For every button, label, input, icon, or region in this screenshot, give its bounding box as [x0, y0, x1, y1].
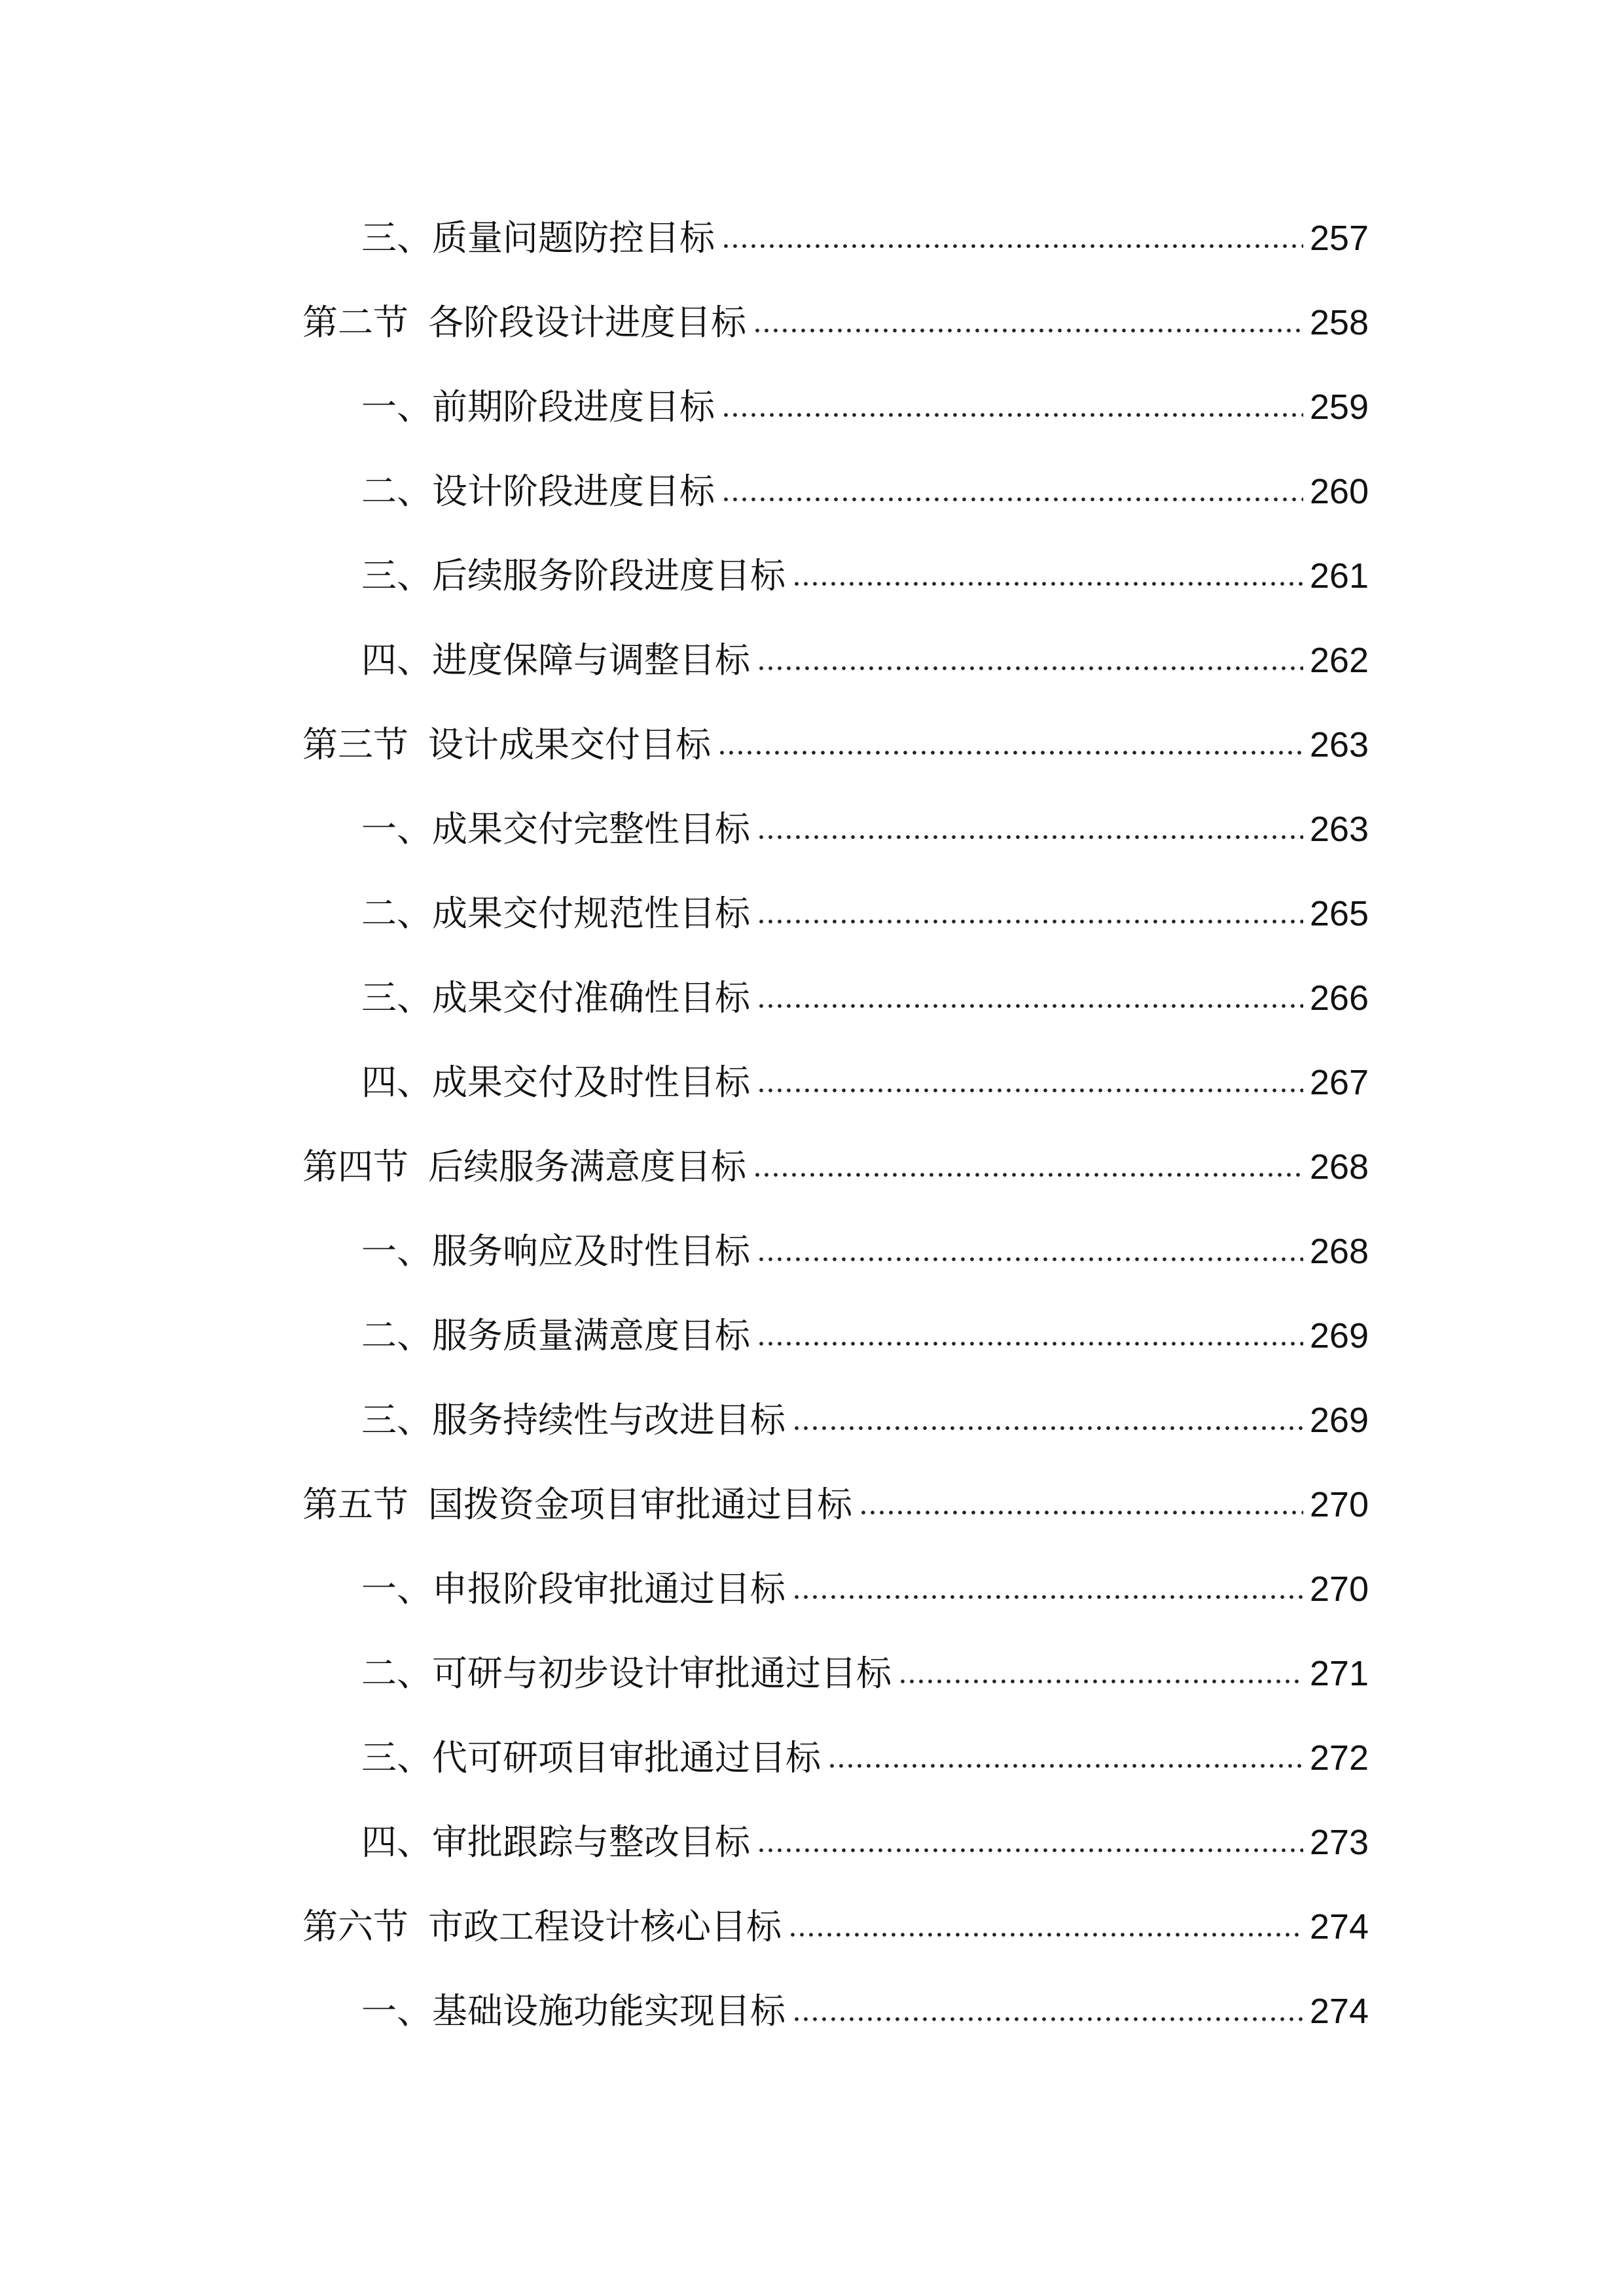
- toc-entry-page: 260: [1309, 472, 1369, 511]
- toc-entry-title: 质量问题防控目标: [432, 217, 715, 259]
- toc-entry-number: 二、: [361, 1653, 432, 1694]
- toc-entry-page: 269: [1309, 1401, 1369, 1440]
- toc-entry-number: 三、: [361, 1399, 432, 1441]
- toc-dot-leader: [792, 581, 1303, 587]
- toc-entry-page: 271: [1309, 1654, 1369, 1693]
- toc-entry[interactable]: [361, 547, 1369, 605]
- toc-entry[interactable]: [361, 462, 1369, 521]
- toc-dot-leader: [757, 834, 1303, 840]
- toc-entry-number: 二、: [361, 893, 432, 934]
- toc-entry-title: 市政工程设计核心目标: [428, 1906, 782, 1947]
- toc-entry-number: 三、: [361, 1737, 432, 1778]
- toc-entry-number: 第五节: [302, 1484, 408, 1525]
- toc-entry-number: 二、: [361, 471, 432, 512]
- toc-dot-leader: [827, 1763, 1303, 1769]
- toc-entry-page: 268: [1309, 1147, 1369, 1187]
- toc-entry-page: 263: [1309, 810, 1369, 849]
- toc-entry[interactable]: [361, 1982, 1369, 2041]
- toc-entry-title: 审批跟踪与整改目标: [432, 1821, 750, 1863]
- toc-entry-page: 262: [1309, 641, 1369, 680]
- toc-entry-number: 四、: [361, 639, 432, 681]
- toc-dot-leader: [757, 918, 1303, 925]
- toc-dot-leader: [721, 243, 1303, 249]
- toc-entry-number: 三、: [361, 977, 432, 1018]
- toc-entry-number: 第三节: [302, 724, 408, 765]
- toc-entry[interactable]: [361, 1560, 1369, 1619]
- toc-entry-title: 代可研项目审批通过目标: [432, 1737, 821, 1778]
- toc-entry-title: 服务质量满意度目标: [432, 1315, 750, 1356]
- toc-entry-page: 269: [1309, 1316, 1369, 1355]
- toc-entry[interactable]: [361, 969, 1369, 1028]
- toc-entry-page: 272: [1309, 1738, 1369, 1778]
- toc-entry-title: 设计成果交付目标: [428, 724, 711, 765]
- toc-entry-page: 261: [1309, 556, 1369, 596]
- toc-entry-title: 国拨资金项目审批通过目标: [428, 1484, 852, 1525]
- toc-entry[interactable]: [361, 1644, 1369, 1703]
- toc-entry-title: 成果交付准确性目标: [432, 977, 750, 1018]
- toc-entry[interactable]: [302, 715, 1369, 774]
- toc-entry-title: 设计阶段进度目标: [432, 471, 715, 512]
- toc-dot-leader: [721, 496, 1303, 503]
- toc-dot-leader: [721, 412, 1303, 418]
- toc-entry-number: 一、: [361, 386, 432, 427]
- toc-dot-leader: [757, 665, 1303, 672]
- toc-entry-page: 273: [1309, 1823, 1369, 1862]
- toc-dot-leader: [753, 1172, 1303, 1178]
- toc-entry-page: 266: [1309, 978, 1369, 1018]
- toc-entry[interactable]: [361, 884, 1369, 943]
- toc-entry-number: 一、: [361, 1990, 432, 2032]
- toc-entry-page: 270: [1309, 1570, 1369, 1609]
- toc-entry[interactable]: [302, 1475, 1369, 1534]
- toc-entry[interactable]: [361, 1391, 1369, 1450]
- toc-dot-leader: [792, 2016, 1303, 2022]
- toc-entry-page: 257: [1309, 219, 1369, 258]
- toc-entry-number: 三、: [361, 555, 432, 596]
- toc-dot-leader: [753, 327, 1303, 334]
- toc-dot-leader: [717, 749, 1303, 756]
- toc-entry-title: 服务持续性与改进目标: [432, 1399, 785, 1441]
- toc-entry-title: 成果交付及时性目标: [432, 1062, 750, 1103]
- toc-entry-number: 三、: [361, 217, 432, 259]
- toc-entry[interactable]: [361, 1729, 1369, 1787]
- toc-entry[interactable]: [361, 1222, 1369, 1281]
- toc-entry-number: 一、: [361, 1230, 432, 1272]
- toc-entry-page: 265: [1309, 894, 1369, 933]
- toc-entry-title: 进度保障与调整目标: [432, 639, 750, 681]
- toc-dot-leader: [792, 1425, 1303, 1431]
- toc-entry-page: 268: [1309, 1232, 1369, 1271]
- toc-entry-title: 申报阶段审批通过目标: [432, 1568, 785, 1609]
- toc-entry-page: 274: [1309, 1907, 1369, 1946]
- toc-dot-leader: [757, 1087, 1303, 1094]
- toc-entry[interactable]: [361, 800, 1369, 859]
- toc-entry-number: 四、: [361, 1821, 432, 1863]
- toc-entry-number: 一、: [361, 1568, 432, 1609]
- toc-dot-leader: [788, 1931, 1303, 1938]
- toc-entry-number: 第二节: [302, 302, 408, 343]
- toc-entry-title: 后续服务满意度目标: [428, 1146, 746, 1187]
- toc-dot-leader: [859, 1509, 1303, 1516]
- toc-entry-title: 成果交付规范性目标: [432, 893, 750, 934]
- toc-dot-leader: [792, 1594, 1303, 1600]
- toc-entry[interactable]: [361, 209, 1369, 268]
- toc-entry-number: 第四节: [302, 1146, 408, 1187]
- toc-dot-leader: [757, 1003, 1303, 1009]
- toc-entry[interactable]: [302, 1138, 1369, 1196]
- toc-entry[interactable]: [302, 293, 1369, 352]
- toc-entry-page: 267: [1309, 1063, 1369, 1102]
- toc-entry-title: 后续服务阶段进度目标: [432, 555, 785, 596]
- toc-entry[interactable]: [361, 631, 1369, 690]
- toc-dot-leader: [757, 1847, 1303, 1854]
- toc-entry[interactable]: [361, 1053, 1369, 1112]
- toc-entry-title: 成果交付完整性目标: [432, 808, 750, 850]
- toc-entry-page: 259: [1309, 387, 1369, 427]
- toc-dot-leader: [898, 1678, 1303, 1685]
- toc-entry-title: 前期阶段进度目标: [432, 386, 715, 427]
- toc-dot-leader: [757, 1340, 1303, 1347]
- toc-entry-title: 可研与初步设计审批通过目标: [432, 1653, 892, 1694]
- toc-entry[interactable]: [361, 1813, 1369, 1872]
- toc-entry[interactable]: [361, 1306, 1369, 1365]
- toc-entry-page: 274: [1309, 1992, 1369, 2031]
- toc-entry-title: 基础设施功能实现目标: [432, 1990, 785, 2032]
- toc-entry-number: 一、: [361, 808, 432, 850]
- toc-entry-title: 服务响应及时性目标: [432, 1230, 750, 1272]
- toc-entry-page: 263: [1309, 725, 1369, 764]
- toc-entry-page: 270: [1309, 1485, 1369, 1524]
- toc-entry-number: 二、: [361, 1315, 432, 1356]
- toc-entry[interactable]: [302, 1897, 1369, 1956]
- toc-dot-leader: [757, 1256, 1303, 1263]
- toc-entry[interactable]: [361, 378, 1369, 437]
- toc-entry-title: 各阶段设计进度目标: [428, 302, 746, 343]
- toc-entry-number: 四、: [361, 1062, 432, 1103]
- toc-entry-number: 第六节: [302, 1906, 408, 1947]
- toc-entry-page: 258: [1309, 303, 1369, 342]
